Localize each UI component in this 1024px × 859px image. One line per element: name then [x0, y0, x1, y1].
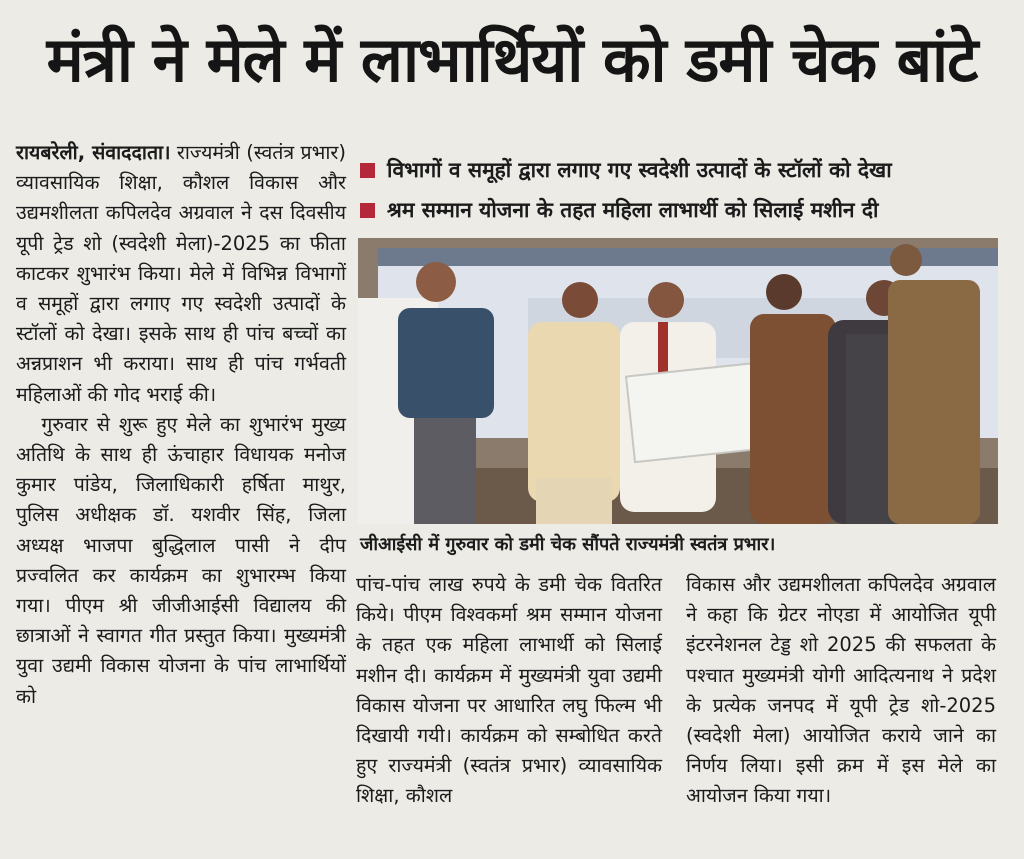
subheading-text: श्रम सम्मान योजना के तहत महिला लाभार्थी को सिलाई मशीन दी [387, 198, 879, 222]
subheading-item [360, 150, 1000, 190]
column-2-text: पांच-पांच लाख रुपये के डमी चेक वितरित किये। पीएम विश्वकर्मा श्रम सम्मान योजना के तहत एक महिला लाभार्थी को सिलाई मशीन दी। कार्यक्रम में मुख्यमंत्री युवा उद्यमी विकास योजना पर आधारित लघु फिल्म भी दिखायी गयी। कार्यक्रम को सम्बोधित करते हुए राज्यमंत्री (स्वतंत्र प्रभार) व्यावसायिक शिक्षा, कौशल [356, 573, 662, 808]
paragraph-1-text: राज्यमंत्री (स्वतंत्र प्रभार) व्यावसायिक शिक्षा, कौशल विकास और उद्यमशीलता कपिलदेव अग्रवाल ने दस दिवसीय यूपी ट्रेड शो (स्वदेशी मेला)-2025 का फीता काटकर शुभारंभ किया। मेले में विभिन्न विभागों व समूहों द्वारा लगाए गए स्वदेशी उत्पादों के स्टॉलों को देखा। इसके साथ ही पांच बच्चों का अन्नप्राशन भी कराया। साथ ही पांच गर्भवती महिलाओं की गोद भराई की। [16, 141, 346, 406]
headline: मंत्री ने मेले में लाभार्थियों को डमी चेक बांटे [46, 23, 978, 96]
article-paragraph-1 [16, 138, 346, 410]
square-bullet-icon [360, 163, 375, 178]
article-paragraph-2: गुरुवार से शुरू हुए मेले का शुभारंभ मुख्य अतिथि के साथ ही ऊंचाहार विधायक मनोज कुमार पांडेय, जिलाधिकारी हर्षिता माथुर, पुलिस अधीक्षक डॉ. यशवीर सिंह, जिला अध्यक्ष भाजपा बुद्धिलाल पासी ने दीप प्रज्वलित कर कार्यक्रम का शुभारम्भ किया गया। पीएम श्री जीजीआईसी विद्यालय की छात्राओं ने स्वागत गीत प्रस्तुत किया। मुख्यमंत्री युवा उद्यमी विकास योजना के पांच लाभार्थियों को [16, 412, 346, 708]
photo-illustration [358, 238, 998, 524]
article-column-3 [686, 570, 996, 812]
subheading-item [360, 190, 1000, 230]
square-bullet-icon [360, 203, 375, 218]
column-3-text: विकास और उद्यमशीलता कपिलदेव अग्रवाल ने कहा कि ग्रेटर नोएडा में आयोजित यूपी इंटरनेशनल टेड्ड शो 2025 की सफलता के पश्चात मुख्यमंत्री योगी आदित्यनाथ ने प्रदेश के प्रत्येक जनपद में यूपी ट्रेड शो-2025 (स्वदेशी मेला) आयोजित कराये जाने का निर्णय लिया। इसी क्रम में इस मेले का आयोजन किया गया। [686, 573, 996, 808]
news-photo [358, 238, 998, 524]
dateline: रायबरेली, संवाददाता। [16, 141, 171, 164]
article-column-2 [356, 570, 662, 812]
photo-caption: जीआईसी में गुरुवार को डमी चेक सौंपते राज्यमंत्री स्वतंत्र प्रभार। [360, 534, 776, 555]
subheading-text: विभागों व समूहों द्वारा लगाए गए स्वदेशी उत्पादों के स्टॉलों को देखा [387, 158, 892, 182]
article-column-1 [16, 138, 346, 712]
subheadings [360, 150, 1000, 230]
